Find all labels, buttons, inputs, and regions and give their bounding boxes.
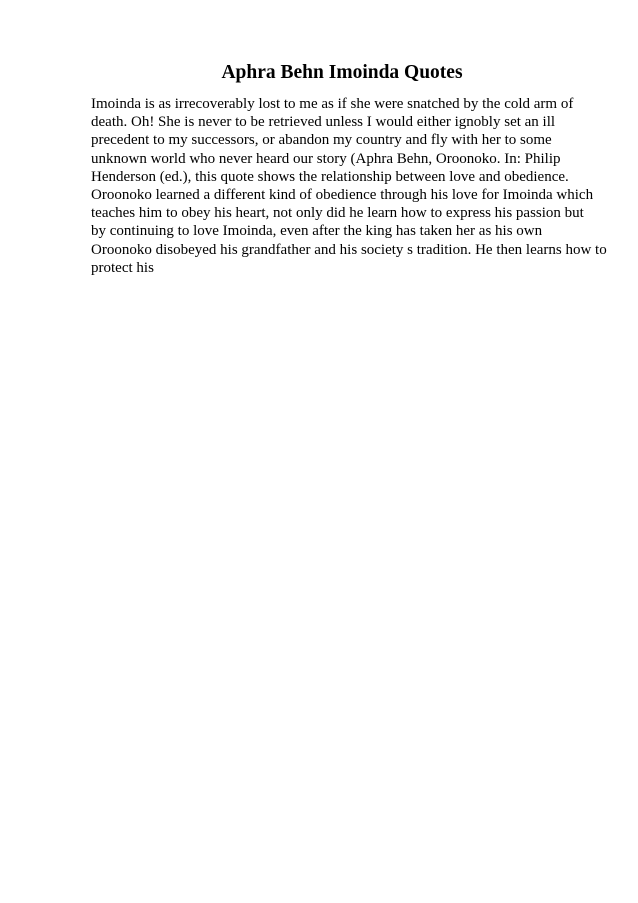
text-line: death. Oh! She is never to be retrieved unless I would either ignobly set an ill: [91, 114, 556, 131]
text-line: Henderson (ed.), this quote shows the relationship between love and obedience.: [91, 168, 569, 185]
text-line: Oroonoko disobeyed his grandfather and his society s tradition. He then learns how to: [91, 241, 607, 258]
text-line: Imoinda is as irrecoverably lost to me as if she were snatched by the cold arm of: [91, 96, 574, 112]
text-line: protect his: [91, 259, 154, 276]
page-title: Aphra Behn Imoinda Quotes: [221, 62, 463, 83]
text-line: by continuing to love Imoinda, even after the king has taken her as his own: [91, 223, 543, 240]
text-line: unknown world who never heard our story (Aphra Behn, Oroonoko. In: Philip: [91, 150, 561, 167]
text-line: Oroonoko learned a different kind of obedience through his love for Imoinda which: [91, 187, 594, 204]
text-line: precedent to my successors, or abandon my country and fly with her to some: [91, 132, 552, 149]
body-paragraph: [91, 95, 607, 277]
text-line: teaches him to obey his heart, not only did he learn how to express his passion but: [91, 205, 584, 222]
